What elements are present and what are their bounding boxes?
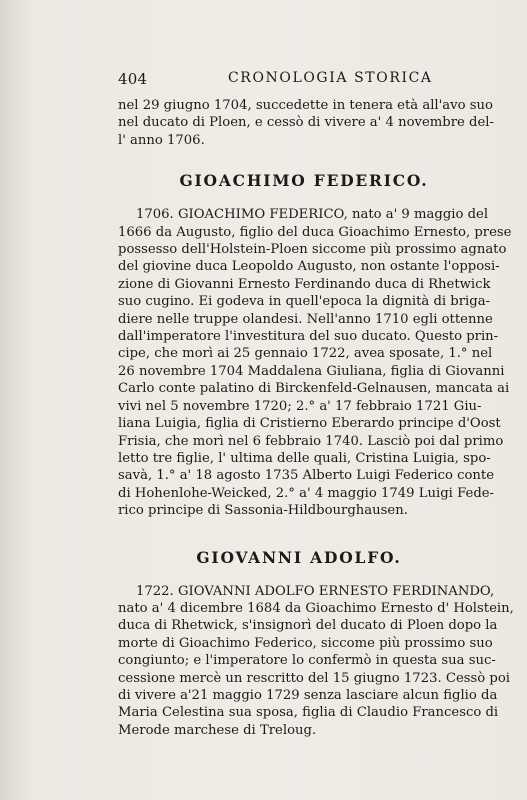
text-line: l' anno 1706. <box>118 132 205 148</box>
opening-paragraph <box>118 97 500 149</box>
text-line: cessione mercè un rescritto del 15 giugno 1723. Cessò poi <box>118 670 511 686</box>
text-line: del giovine duca Leopoldo Augusto, non ostante l'opposi- <box>118 259 500 275</box>
text-line: Merode marchese di Treloug. <box>118 722 317 738</box>
text-line: duca di Rhetwick, s'insignorì del ducato di Ploen dopo la <box>118 618 498 634</box>
text-line: Carlo conte palatino di Birckenfeld-Gelnausen, mancata ai <box>118 381 510 397</box>
page-body <box>118 97 514 739</box>
text-line: Maria Celestina sua sposa, figlia di Claudio Francesco di <box>118 705 499 721</box>
page-header <box>118 70 490 94</box>
text-line: diere nelle truppe olandesi. Nell'anno 1710 egli ottenne <box>118 311 493 327</box>
text-line: 1722. GIOVANNI ADOLFO ERNESTO FERDINANDO, <box>136 583 495 599</box>
text-line: possesso dell'Holstein-Ploen siccome più prossimo agnato <box>118 242 507 258</box>
text-line: suo cugino. Ei godeva in quell'epoca la dignità di briga- <box>118 294 491 310</box>
text-line: nel 29 giugno 1704, succedette in tenera età all'avo suo <box>118 98 493 113</box>
section-paragraph-giovanni-adolfo <box>118 583 514 740</box>
section-heading-giovanni-adolfo: GIOVANNI ADOLFO. <box>196 547 402 567</box>
text-line: di Hohenlohe-Weicked, 2.° a' 4 maggio 1749 Luigi Fede- <box>118 485 495 501</box>
text-line: 1666 da Augusto, figlio del duca Gioachimo Ernesto, prese <box>118 224 512 240</box>
text-line: morte di Gioachimo Federico, siccome più prossimo suo <box>118 635 493 651</box>
text-line: 26 novembre 1704 Maddalena Giuliana, figlia di Giovanni <box>118 363 505 379</box>
text-line: rico principe di Sassonia-Hildbourghausen. <box>118 503 408 519</box>
text-line: cipe, che morì ai 25 gennaio 1722, avea sposate, 1.° nel <box>118 346 493 362</box>
text-line: nato a' 4 dicembre 1684 da Gioachimo Ernesto d' Holstein, <box>118 600 514 616</box>
text-line: dall'imperatore l'investitura del suo ducato. Questo prin- <box>118 329 499 345</box>
section-heading-gioachimo-federico: GIOACHIMO FEDERICO. <box>179 171 429 191</box>
text-line: letto tre figlie, l' ultima delle quali, Cristina Luigia, spo- <box>118 450 491 466</box>
text-line: vivi nel 5 novembre 1720; 2.° a' 17 febbraio 1721 Giu- <box>118 398 482 414</box>
text-line: savà, 1.° a' 18 agosto 1735 Alberto Luigi Federico conte <box>118 468 495 484</box>
text-line: congiunto; e l'imperatore lo confermò in questa sua suc- <box>118 653 496 669</box>
section-paragraph-gioachimo-federico <box>118 206 512 519</box>
page-number: 404 <box>118 70 148 88</box>
text-line: 1706. GIOACHIMO FEDERICO, nato a' 9 maggio del <box>136 207 489 223</box>
text-line: liana Luigia, figlia di Cristierno Eberardo principe d'Oost <box>118 416 501 432</box>
text-line: di vivere a'21 maggio 1729 senza lasciare alcun figlio da <box>118 687 498 703</box>
text-line: nel ducato di Ploen, e cessò di vivere a' 4 novembre del- <box>118 115 494 131</box>
text-line: Frisia, che morì nel 6 febbraio 1740. Lasciò poi dal primo <box>118 433 504 449</box>
running-title: CRONOLOGIA STORICA <box>228 70 433 86</box>
text-line: zione di Giovanni Ernesto Ferdinando duca di Rhetwick <box>118 276 491 292</box>
